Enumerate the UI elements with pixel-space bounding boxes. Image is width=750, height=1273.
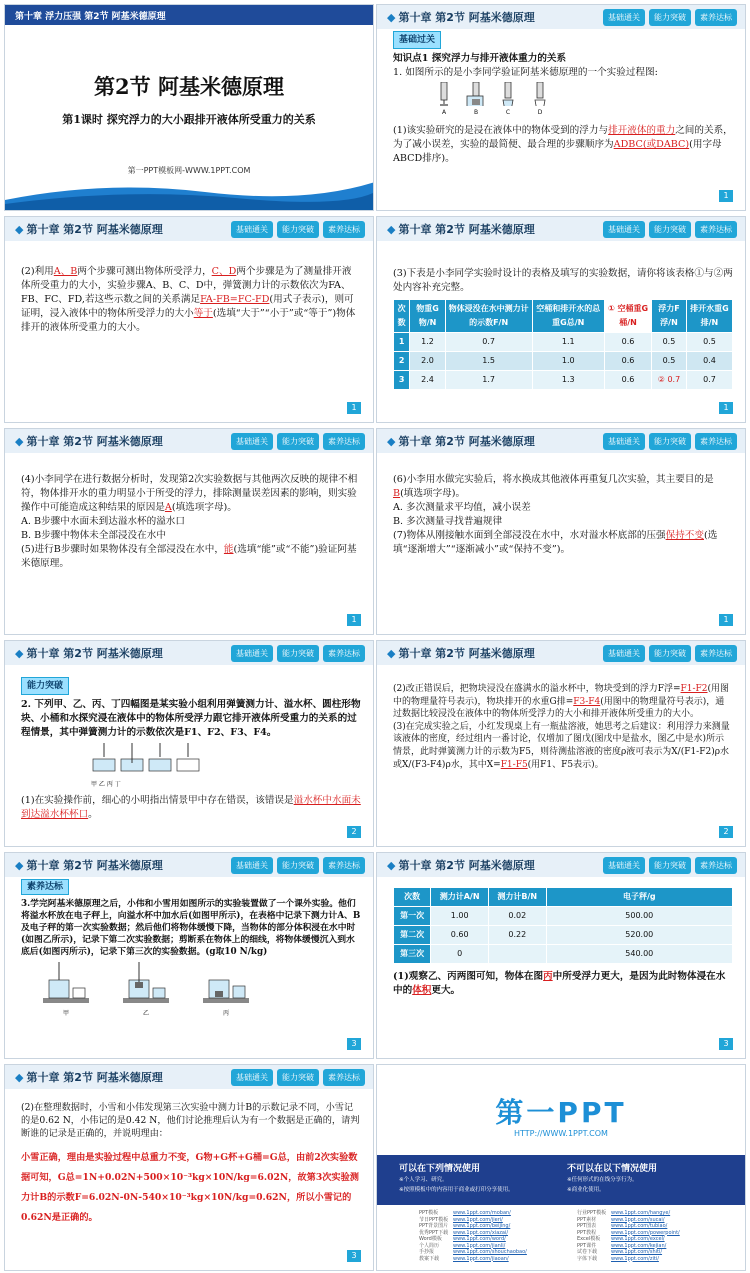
setup-icon	[201, 962, 251, 1004]
page-number: 2	[719, 826, 733, 838]
link-label: PPT素材	[577, 1216, 597, 1223]
nav-button-ability[interactable]: 能力突破	[649, 433, 691, 450]
col-header: 测力计A/N	[431, 888, 489, 907]
link-url[interactable]: www.1ppt.com/kejian/	[611, 1242, 667, 1249]
nav-button-ability[interactable]: 能力突破	[277, 857, 319, 874]
table-row: 第一次 1.00 0.02 500.00	[394, 907, 733, 926]
page-number: 1	[347, 614, 361, 626]
slide-2[interactable]	[376, 4, 746, 211]
slide-4[interactable]	[376, 216, 746, 423]
data-table	[393, 887, 733, 964]
table-row: 第三次 0 540.00	[394, 945, 733, 964]
diamond-icon: ◆	[387, 11, 396, 24]
question-2: (2)在整理数据时，小雪和小伟发现第三次实验中测力计B的示数记录不同，小雪记的是0.62 N，小伟记的是0.42 N，他们讨论推理后认为有一个数据是正确的，请判断谁的记录是正确的，并说明理由：	[21, 1102, 360, 1139]
link-label: 手抄报	[419, 1249, 435, 1255]
nav-button-literacy[interactable]: 素养达标	[695, 433, 737, 450]
nav-button-ability[interactable]: 能力突破	[277, 645, 319, 662]
spring-scale-icon	[437, 82, 451, 106]
answer-paragraph: (2)利用A、B两个步骤可测出物体所受浮力，C、D两个步骤是为了测量排开液体所受重力的大小，实验步骤A、B、C、D中，弹簧测力计的示数依次为FA、FB、FC、FD,若这些示数之间的关系满足FA-FB=FC-FD(用式子表示)，则可证明，浸入液体中的物体所受浮力的大小等于(选填“大于”“小于”或“等于”)物体排开的液体所受重力的大小。	[21, 266, 356, 333]
link-url[interactable]: www.1ppt.com/sucai/	[611, 1216, 665, 1223]
link-url[interactable]: www.1ppt.com/jieri/	[453, 1216, 503, 1223]
usage-panel	[377, 1155, 745, 1205]
can-use-desc-2: ※按照模板中的内容用于商业或打印分享使用。	[399, 1187, 514, 1193]
experiment-figure: 甲 乙 丙	[41, 962, 361, 1020]
chapter-label: ◆ 第十章 第2节 阿基米德原理	[15, 435, 163, 448]
table-row: 3 2.4 1.7 1.3 0.6 ② 0.7 0.7	[394, 371, 733, 390]
link-label: 试卷下载	[577, 1249, 598, 1255]
link-label: 节日PPT模板	[419, 1216, 449, 1223]
slide-12[interactable]	[376, 1064, 746, 1271]
link-url[interactable]: www.1ppt.com/ziti/	[611, 1255, 659, 1262]
link-url[interactable]: www.1ppt.com/tubiao/	[611, 1223, 668, 1229]
table-row: 第二次 0.60 0.22 520.00	[394, 926, 733, 945]
link-label: PPT课件	[577, 1242, 597, 1249]
diamond-icon: ◆	[15, 435, 24, 448]
option-a: A. B步骤中水面未到达溢水杯的溢水口	[21, 516, 185, 527]
figure-b: B	[465, 82, 487, 120]
slide-header	[5, 429, 373, 453]
col-header: 电子秤/g	[546, 888, 732, 907]
link-label: 教案下载	[419, 1255, 440, 1262]
page-number: 3	[719, 1038, 733, 1050]
nav-button-literacy[interactable]: 素养达标	[323, 1069, 365, 1086]
answer-explanation: 小雪正确，理由是实验过程中总重力不变，G物+G杯+G桶=G总，由前2次实验数据可知，G总=1N+0.02N+500×10⁻³kg×10N/kg=6.02N，故第3次实验测力计B的示数F=6.02N-0N-540×10⁻³kg×10N/kg=0.62N，所以小雪记的0.62N是正确的。	[21, 1152, 359, 1223]
link-label: Excel模板	[577, 1236, 601, 1242]
link-url[interactable]: www.1ppt.com/powerpoint/	[611, 1229, 680, 1236]
diamond-icon: ◆	[387, 223, 396, 236]
question-text: 3.学完阿基米德原理之后，小伟和小雪用如图所示的实验装置做了一个课外实验。他们将溢水杯放在电子秤上，向溢水杯中加水后(如图甲所示)，在表格中记录下测力计A、B及电子秤的第一次实验数据；然后他们将物体缓慢下降，当物体的部分体积浸在水中时(如图乙所示)，记录下第二次实验数据；剪断系在物体上的细线，将物体缓慢沉入到水底后(如图丙所示)，记录下第三次的实验数据。(g取10 N/kg)	[21, 899, 361, 957]
diamond-icon: ◆	[15, 1071, 24, 1084]
nav-button-basic[interactable]: 基础通关	[231, 645, 273, 662]
table-row: 2 2.0 1.5 1.0 0.6 0.5 0.4	[394, 352, 733, 371]
nav-button-literacy[interactable]: 素养达标	[695, 221, 737, 238]
cannot-use-desc-2: ※商业化使用。	[567, 1187, 605, 1193]
answer-paragraph: (1)该实验研究的是浸在液体中的物体受到的浮力与排开液体的重力之间的关系，为了减小误差，实验的最简便、最合理的步骤顺序为ADBC(或DABC)(用字母ABCD排序)。	[393, 125, 733, 164]
link-url[interactable]: www.1ppt.com/shouchaobao/	[453, 1249, 527, 1255]
link-label: PPT背景图片	[419, 1223, 449, 1229]
slide-header	[5, 1065, 373, 1089]
cover-subtitle: 第1课时 探究浮力的大小跟排开液体所受重力的关系	[62, 113, 316, 126]
link-row[interactable]	[419, 1256, 527, 1263]
figure-caption: 甲 乙 丙 丁	[91, 781, 121, 788]
slide-header	[377, 5, 745, 29]
section-tag: 基础过关	[393, 31, 441, 49]
apparatus-icon	[91, 743, 201, 773]
nav-button-literacy[interactable]: 素养达标	[695, 9, 737, 26]
figure-d: D	[529, 82, 551, 120]
nav-button-basic[interactable]: 基础通关	[231, 433, 273, 450]
nav-button-basic[interactable]: 基础通关	[603, 433, 645, 450]
links-left	[419, 1210, 527, 1262]
setup-icon	[121, 962, 171, 1004]
option-b: B. B步骤中物体未全部浸没在水中	[21, 530, 166, 541]
link-url[interactable]: www.1ppt.com/jiaoan/	[453, 1255, 509, 1262]
bucket-icon	[501, 82, 515, 106]
nav-button-basic[interactable]: 基础通关	[231, 857, 273, 874]
slide-11[interactable]	[4, 1064, 374, 1271]
table-row: 1 1.2 0.7 1.1 0.6 0.5 0.5	[394, 333, 733, 352]
slide-header	[377, 217, 745, 241]
question-text: 1. 如图所示的是小李同学验证阿基米德原理的一个实验过程图:	[393, 67, 658, 78]
intro-text: (3)下表是小李同学实验时设计的表格及填写的实验数据，请你将该表格①与②两处内容补充完整。	[393, 268, 733, 293]
link-label: Word模板	[419, 1236, 442, 1242]
chapter-label: ◆ 第十章 第2节 阿基米德原理	[15, 859, 163, 872]
chapter-label: ◆ 第十章 第2节 阿基米德原理	[15, 223, 163, 236]
link-url[interactable]: www.1ppt.com/moban/	[453, 1210, 511, 1216]
question-2: (2)改正错误后，把物块浸没在盛满水的溢水杯中，物块受到的浮力F浮=F1-F2(用图中的物理量符号表示)，物块排开的水重G排=F3-F4(用图中的物理量符号表示)，通过数据比较浸没在液体中的物体所受浮力的大小和排开液体所受重力的大小。	[393, 684, 730, 720]
link-url[interactable]: www.1ppt.com/excel/	[611, 1236, 665, 1242]
cannot-use-title: 不可以在以下情况使用	[567, 1164, 658, 1174]
figure-c: C	[497, 82, 519, 120]
link-label: 优秀PPT下载	[419, 1229, 449, 1236]
diamond-icon: ◆	[387, 435, 396, 448]
link-url[interactable]: www.1ppt.com/xiazai/	[453, 1229, 509, 1236]
slide-5[interactable]	[4, 428, 374, 635]
slide-3[interactable]	[4, 216, 374, 423]
link-url[interactable]: www.1ppt.com/shiti/	[611, 1249, 663, 1255]
empty-bucket-icon	[533, 82, 547, 106]
site-url[interactable]: HTTP://WWW.1PPT.COM	[514, 1129, 608, 1138]
knowledge-point: 知识点1 探究浮力与排开液体重力的关系	[393, 53, 567, 64]
logo: 第一PPT	[495, 1096, 627, 1129]
col-header: 排开水重G排/N	[686, 300, 732, 333]
nav-button-literacy[interactable]: 素养达标	[695, 857, 737, 874]
link-label: PPT图表	[577, 1223, 597, 1229]
section-tag: 能力突破	[21, 677, 69, 695]
col-header: 次数	[394, 888, 431, 907]
cover-wave-decoration	[5, 170, 374, 210]
chapter-label: ◆ 第十章 第2节 阿基米德原理	[387, 223, 535, 236]
slide-9[interactable]	[4, 852, 374, 1059]
nav-button-literacy[interactable]: 素养达标	[323, 857, 365, 874]
nav-button-basic[interactable]: 基础通关	[603, 9, 645, 26]
nav-button-ability[interactable]: 能力突破	[277, 1069, 319, 1086]
nav-button-basic[interactable]: 基础通关	[231, 221, 273, 238]
page-number: 1	[719, 614, 733, 626]
nav-button-literacy[interactable]: 素养达标	[695, 645, 737, 662]
page-number: 3	[347, 1038, 361, 1050]
page-number: 3	[347, 1250, 361, 1262]
option-a: A. 多次测量求平均值，减小误差	[393, 502, 531, 513]
experiment-figure	[433, 82, 733, 120]
chapter-label: ◆ 第十章 第2节 阿基米德原理	[387, 859, 535, 872]
option-b: B. 多次测量寻找普遍规律	[393, 516, 503, 527]
nav-button-ability[interactable]: 能力突破	[649, 645, 691, 662]
question-1: (1)在实验操作前，细心的小明指出情景甲中存在错误，该错误是溢水杯中水面未到达溢水杯杯口。	[21, 795, 361, 820]
setup-icon	[41, 962, 91, 1004]
link-label: 行业PPT模板	[577, 1210, 607, 1216]
link-label: PPT模板	[419, 1210, 439, 1216]
nav-button-ability[interactable]: 能力突破	[277, 433, 319, 450]
slide-header	[377, 641, 745, 665]
section-tag: 素养达标	[21, 879, 69, 895]
col-header: ① 空桶重G桶/N	[604, 300, 651, 333]
cannot-use-desc: ※任何形式的在线分享行为。	[567, 1177, 638, 1183]
slide-10[interactable]	[376, 852, 746, 1059]
cover-footer: 第一PPT模板网-WWW.1PPT.COM	[127, 166, 251, 175]
col-header: 测力计B/N	[488, 888, 546, 907]
data-table	[393, 299, 733, 390]
link-url[interactable]: www.1ppt.com/beijing/	[453, 1223, 511, 1229]
slide-header	[377, 429, 745, 453]
diamond-icon: ◆	[15, 647, 24, 660]
page-number: 1	[719, 402, 733, 414]
slide-header	[377, 853, 745, 877]
link-label: PPT教程	[577, 1229, 597, 1236]
question-6: (6)小李用水做完实验后，将水换成其他液体再重复几次实验，其主要目的是B(填选项字母)。	[393, 474, 714, 499]
link-url[interactable]: www.1ppt.com/hangye/	[611, 1210, 671, 1216]
cover-top-bar: 第十章 浮力压强 第2节 阿基米德原理	[5, 5, 373, 25]
experiment-figure	[91, 743, 361, 792]
col-header: 物重G物/N	[410, 300, 446, 333]
page-number: 1	[719, 190, 733, 202]
diamond-icon: ◆	[15, 859, 24, 872]
nav-button-basic[interactable]: 基础通关	[603, 221, 645, 238]
slide-cover[interactable]	[4, 4, 374, 211]
question-text: 2. 下列甲、乙、丙、丁四幅图是某实验小组利用弹簧测力计、溢水杯、圆柱形物块、小桶和水探究浸在液体中的物体所受浮力跟它排开液体所受重力的关系的过程情景，其中弹簧测力计的示数依次是F1、F2、F3、F4。	[21, 699, 361, 738]
can-use-title: 可以在下列情况使用	[399, 1164, 481, 1174]
question-1: (1)观察乙、丙两图可知，物体在图丙中所受浮力更大，是因为此时物体浸在水中的体积更大。	[393, 971, 726, 996]
slide-6[interactable]	[376, 428, 746, 635]
slide-7[interactable]	[4, 640, 374, 847]
diamond-icon: ◆	[387, 859, 396, 872]
nav-button-basic[interactable]: 基础通关	[231, 1069, 273, 1086]
question-3: (3)在完成实验之后，小红发现桌上有一瓶盐溶液，她思考之后建议：利用浮力来测量该液体的密度，经过组内一番讨论，仅增加了图戊(图戊中是盐水，图乙中是水)所示情景，此时弹簧测力计的示数为F5，则待测盐溶液的密度ρ液可表示为X/(F1-F2)ρ水或X/(F3-F4)ρ水，其中X=F1-F5(用F1、F5表示)。	[393, 721, 730, 770]
col-header: 次数	[394, 300, 410, 333]
nav-button-ability[interactable]: 能力突破	[649, 857, 691, 874]
chapter-label: ◆ 第十章 第2节 阿基米德原理	[387, 11, 535, 24]
chapter-label: ◆ 第十章 第2节 阿基米德原理	[387, 647, 535, 660]
col-header: 空桶和排开水的总重G总/N	[532, 300, 604, 333]
link-url[interactable]: www.1ppt.com/jianli/	[453, 1242, 506, 1249]
chapter-label: ◆ 第十章 第2节 阿基米德原理	[15, 1071, 163, 1084]
link-url[interactable]: www.1ppt.com/word/	[453, 1236, 506, 1242]
nav-button-literacy[interactable]: 素养达标	[323, 433, 365, 450]
slide-header	[5, 641, 373, 665]
col-header: 物体浸没在水中测力计的示数F/N	[445, 300, 532, 333]
link-label: 字体下载	[577, 1255, 598, 1262]
page-number: 2	[347, 826, 361, 838]
chapter-label: ◆ 第十章 第2节 阿基米德原理	[387, 435, 535, 448]
links-right	[577, 1210, 680, 1262]
beaker-icon	[465, 82, 487, 106]
cover-title: 第2节 阿基米德原理	[94, 74, 284, 99]
nav-button-literacy[interactable]: 素养达标	[323, 221, 365, 238]
link-label: 个人简历	[419, 1242, 440, 1249]
link-row[interactable]	[577, 1256, 680, 1263]
slide-8[interactable]	[376, 640, 746, 847]
page-number: 1	[347, 402, 361, 414]
question-5: (5)进行B步骤时如果物体没有全部浸没在水中，能(选填“能”或“不能”)验证阿基米德原理。	[21, 544, 357, 569]
nav-button-literacy[interactable]: 素养达标	[323, 645, 365, 662]
slide-header	[5, 217, 373, 241]
nav-button-basic[interactable]: 基础通关	[603, 645, 645, 662]
slide-header	[5, 853, 373, 877]
nav-button-ability[interactable]: 能力突破	[649, 9, 691, 26]
diamond-icon: ◆	[387, 647, 396, 660]
question-7: (7)物体从刚接触水面到全部浸没在水中，水对溢水杯底部的压强保持不变(选填“逐渐增大”“逐渐减小”或“保持不变”)。	[393, 530, 718, 555]
nav-button-ability[interactable]: 能力突破	[649, 221, 691, 238]
chapter-label: ◆ 第十章 第2节 阿基米德原理	[15, 647, 163, 660]
figure-a: A	[433, 82, 455, 120]
nav-button-basic[interactable]: 基础通关	[603, 857, 645, 874]
col-header: 浮力F浮/N	[652, 300, 687, 333]
diamond-icon: ◆	[15, 223, 24, 236]
nav-button-ability[interactable]: 能力突破	[277, 221, 319, 238]
question-4: (4)小李同学在进行数据分析时，发现第2次实验数据与其他两次反映的规律不相符，物体排开水的重力明显小于所受的浮力，排除测量误差因素的影响，则实验操作中可能造成这种结果的原因是A(填选项字母)。	[21, 474, 358, 513]
can-use-desc: ※个人学习、研究。	[399, 1177, 448, 1183]
